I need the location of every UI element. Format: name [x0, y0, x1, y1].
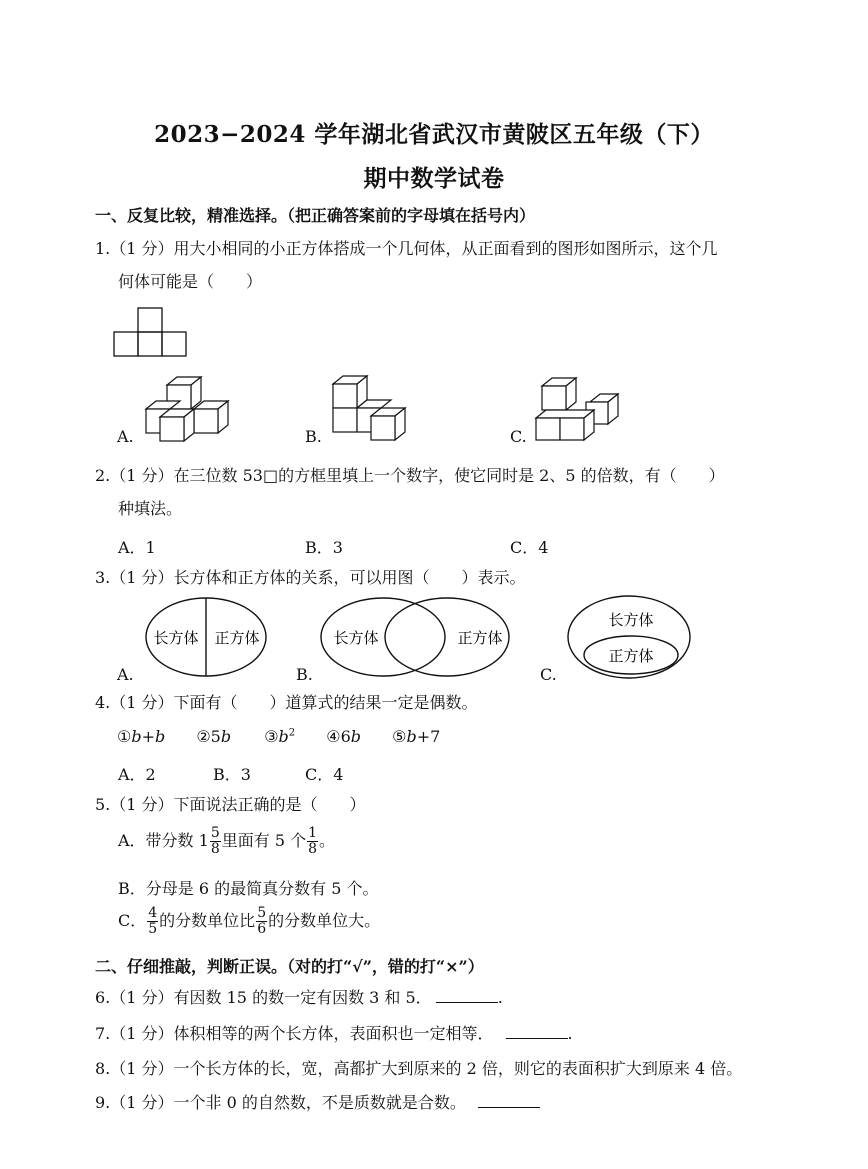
q5a-unit-fraction: $\frac{1}{8}$ [308, 825, 318, 857]
q5a-mixed-fraction: $\frac{5}{8}$ [210, 825, 220, 857]
q5-option-a[interactable]: A．带分数 1 $\frac{5}{8}$ 里面有 5 个 $\frac{1}{8}$ 。 [118, 825, 336, 857]
q3-option-b-label[interactable]: B. [296, 665, 313, 684]
q1-option-a-label[interactable]: A. [117, 427, 134, 446]
question-1-line1: 1.（1 分）用大小相同的小正方体搭成一个几何体，从正面看到的图形如图所示，这个几 [95, 239, 718, 258]
question-2-line2: 种填法。 [118, 499, 183, 518]
q4-item-1: ①b+b [117, 727, 166, 746]
q6-answer-blank[interactable] [436, 988, 498, 1003]
q3-option-a-label[interactable]: A. [117, 665, 134, 684]
q3c-cuboid-label: 长方体 [608, 611, 654, 629]
q3b-cuboid-label: 长方体 [333, 629, 379, 647]
section-2-heading: 二、仔细推敲，判断正误。（对的打“√”，错的打“×”） [95, 957, 484, 976]
q7-answer-blank[interactable] [506, 1024, 568, 1039]
question-8: 8.（1 分）一个长方体的长，宽，高都扩大到原来的 2 倍，则它的表面积扩大到原来 4 倍。 [95, 1059, 743, 1078]
q3a-cube-label: 正方体 [214, 629, 260, 647]
section-1-heading: 一、反复比较，精准选择。（把正确答案前的字母填在括号内） [95, 206, 536, 225]
q2-option-b[interactable]: B．3 [305, 538, 343, 557]
q5c-fraction-2: $\frac{5}{6}$ [257, 905, 267, 937]
front-view-figure [112, 306, 190, 358]
q1-option-b-figure [330, 374, 410, 446]
question-7: 7.（1 分）体积相等的两个长方体，表面积也一定相等． . [95, 1024, 573, 1043]
question-1-line2: 何体可能是（ ） [118, 272, 263, 291]
question-5-line1: 5.（1 分）下面说法正确的是（ ） [95, 795, 366, 814]
q3a-cuboid-label: 长方体 [153, 629, 199, 647]
q1-option-c-figure [534, 376, 622, 446]
q9-answer-blank[interactable] [478, 1093, 540, 1108]
question-4-line1: 4.（1 分）下面有（ ）道算式的结果一定是偶数。 [95, 693, 478, 712]
q4-option-a[interactable]: A．2 [118, 765, 156, 784]
q3-option-c-diagram [565, 592, 695, 682]
q4-item-3: $③b^2$ [264, 727, 296, 746]
exam-title-line1: 2023−2024 学年湖北省武汉市黄陂区五年级（下） [154, 121, 714, 148]
q3-option-a-diagram [143, 596, 273, 680]
question-6: 6.（1 分）有因数 15 的数一定有因数 3 和 5． . [95, 988, 503, 1007]
q5c-fraction-1: $\frac{4}{5}$ [148, 905, 158, 937]
q1-option-b-label[interactable]: B. [305, 427, 322, 446]
q1-option-c-label[interactable]: C. [510, 427, 527, 446]
question-2-line1: 2.（1 分）在三位数 53□的方框里填上一个数字，使它同时是 2、5 的倍数，有（ ） [95, 466, 725, 485]
question-9: 9.（1 分）一个非 0 的自然数，不是质数就是合数。 [95, 1093, 540, 1113]
q4-option-b[interactable]: B．3 [213, 765, 251, 784]
q3-option-c-label[interactable]: C. [540, 665, 557, 684]
q4-item-5: ⑤b+7 [392, 727, 441, 746]
q2-option-a[interactable]: A．1 [118, 538, 156, 557]
exam-title-line2: 期中数学试卷 [363, 165, 505, 192]
q3b-cube-label: 正方体 [457, 629, 503, 647]
q4-option-c[interactable]: C．4 [305, 765, 344, 784]
question-3-line1: 3.（1 分）长方体和正方体的关系，可以用图（ ）表示。 [95, 568, 526, 587]
q3c-cube-label: 正方体 [608, 647, 654, 665]
q5-option-b[interactable]: B．分母是 6 的最简真分数有 5 个。 [118, 879, 379, 898]
q5-option-c[interactable]: C． $\frac{4}{5}$ 的分数单位比 $\frac{5}{6}$ 的分数单位大。 [118, 905, 381, 937]
q4-item-4: ④6b [326, 727, 362, 746]
q4-expressions [117, 727, 440, 746]
q2-option-c[interactable]: C．4 [510, 538, 549, 557]
q3-option-b-diagram [318, 596, 514, 680]
q4-item-2: ②5b [196, 727, 232, 746]
q1-option-a-figure [142, 374, 232, 446]
